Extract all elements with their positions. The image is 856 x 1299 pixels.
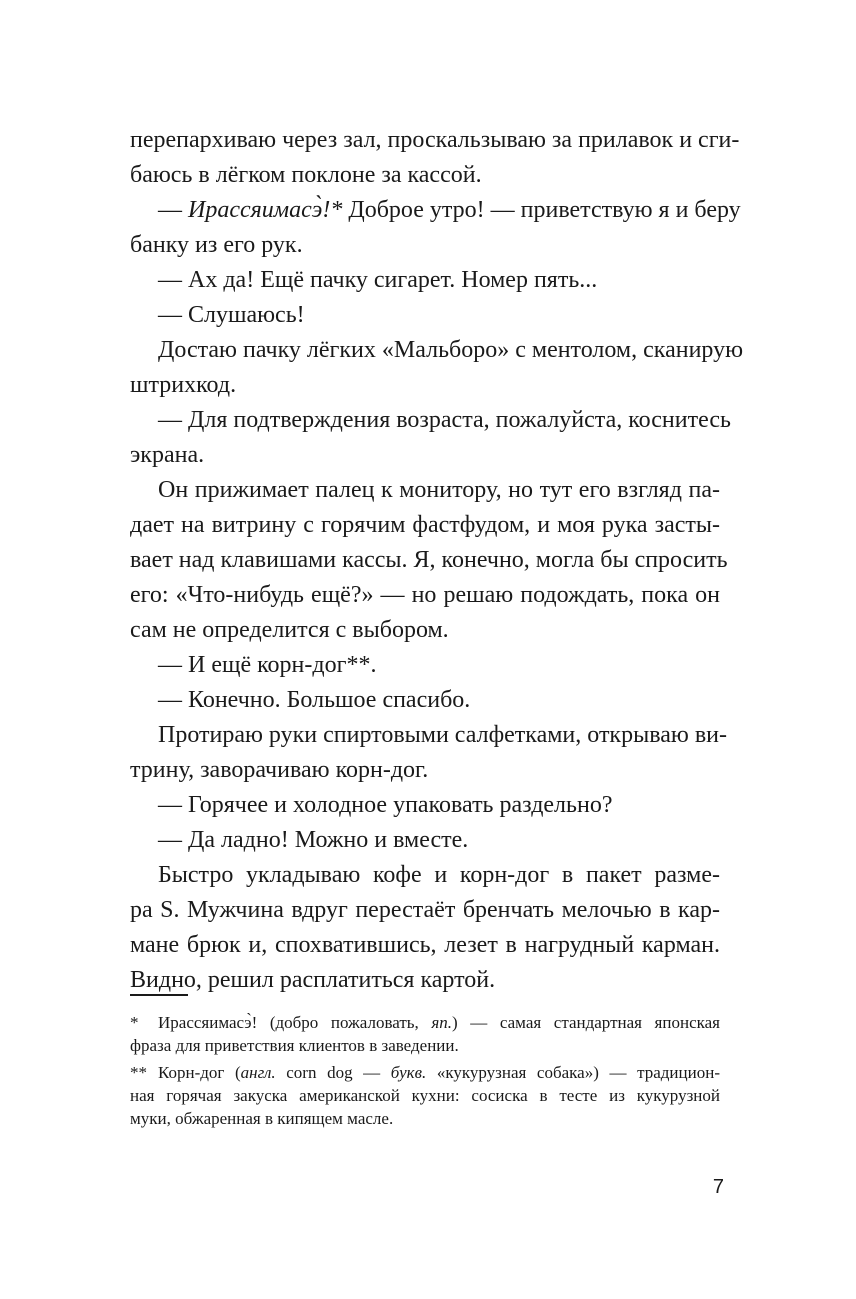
text-line: штрихкод.	[130, 372, 237, 398]
text-line: экрана.	[130, 442, 205, 468]
footnote-mark: *	[130, 1013, 139, 1032]
text-line: — И ещё корн-дог**.	[158, 652, 377, 678]
text-line: Достаю пачку лёгких «Мальборо» с ментолом, сканирую	[158, 337, 744, 363]
footnote-2-cont: муки, обжаренная в кипящем масле.	[130, 1109, 394, 1128]
text-line: Он прижимает палец к монитору, но тут его взгляд па-	[158, 477, 720, 503]
text-line: Быстро укладываю кофе и корн-дог в пакет разме-	[158, 862, 720, 888]
text-line: — Да ладно! Можно и вместе.	[158, 827, 469, 853]
text-line: — Конечно. Большое спасибо.	[158, 687, 471, 713]
text-line: перепархиваю через зал, проскальзываю за прилавок и сги-	[130, 127, 740, 153]
footnote-text: Ирассяимасэ̀! (добро пожаловать,	[158, 1013, 432, 1032]
footnote-text: «кукурузная собака») — традицион-	[426, 1063, 720, 1082]
footnote-italic: англ.	[240, 1063, 276, 1082]
text-line: мане брюк и, спохватившись, лезет в нагрудный карман.	[130, 932, 720, 958]
text-line: — Для подтверждения возраста, пожалуйста, коснитесь	[158, 407, 731, 433]
footnote-text: ) — самая стандартная японская	[452, 1013, 720, 1032]
text-fragment: Доброе утро! — приветствую я и беру	[342, 197, 741, 223]
dash: —	[158, 197, 188, 223]
footnote-text: corn dog —	[275, 1063, 391, 1082]
footnote-1-cont: фраза для приветствия клиентов в заведении.	[130, 1036, 459, 1055]
footnote-1	[130, 1012, 720, 1034]
text-line: его: «Что-нибудь ещё?» — но решаю подождать, пока он	[130, 582, 720, 608]
text-line: баюсь в лёгком поклоне за кассой.	[130, 162, 482, 188]
text-line: трину, заворачиваю корн-дог.	[130, 757, 429, 783]
footnote-italic: букв.	[390, 1063, 427, 1082]
footnote-mark: **	[130, 1063, 147, 1082]
footnote-italic: яп.	[431, 1013, 453, 1032]
text-line: вает над клавишами кассы. Я, конечно, могла бы спросить	[130, 547, 728, 573]
text-line	[158, 195, 741, 225]
text-line: ра S. Мужчина вдруг перестаёт бренчать мелочью в кар-	[130, 897, 720, 923]
text-line: банку из его рук.	[130, 232, 303, 258]
page-number: 7	[712, 1176, 724, 1198]
text-line: Видно, решил расплатиться картой.	[130, 967, 496, 993]
footnote-2	[130, 1062, 720, 1084]
text-line: Протираю руки спиртовыми салфетками, открываю ви-	[158, 722, 727, 748]
footnote-text: Корн-дог (	[158, 1063, 241, 1082]
footnote-separator	[130, 994, 188, 996]
text-line: — Ах да! Ещё пачку сигарет. Номер пять...	[158, 267, 598, 293]
text-line: дает на витрину с горячим фастфудом, и моя рука засты-	[130, 512, 720, 538]
footnote-2-cont: ная горячая закуска американской кухни: сосиска в тесте из кукурузной	[130, 1086, 720, 1105]
text-line: — Слушаюсь!	[158, 302, 305, 328]
text-line: сам не определится с выбором.	[130, 617, 449, 643]
japanese-greeting: Ирассяимасэ̀!*	[188, 197, 343, 223]
text-line: — Горячее и холодное упаковать раздельно?	[158, 792, 613, 818]
